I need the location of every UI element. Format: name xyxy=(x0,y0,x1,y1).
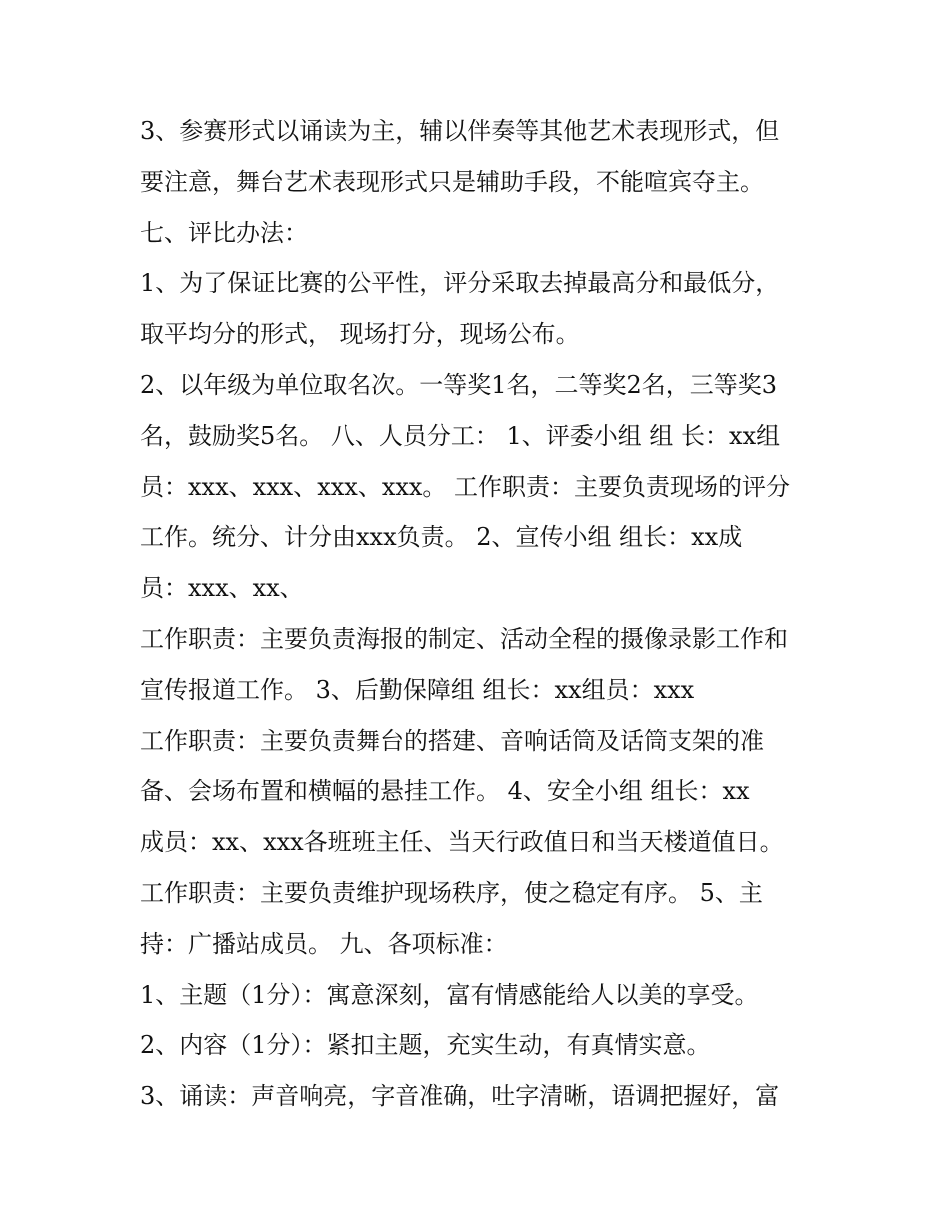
text-line: 名，鼓励奖5名。 八、人员分工： 1、评委小组 组 长：xx组 xyxy=(140,421,781,450)
text-line: 持：广播站成员。 九、各项标准： xyxy=(140,929,508,958)
document-body xyxy=(140,106,830,1122)
text-line: 2、内容（1分）：紧扣主题，充实生动，有真情实意。 xyxy=(140,1031,711,1060)
text-line: 工作职责：主要负责舞台的搭建、音响话筒及话筒支架的准 xyxy=(140,726,764,755)
text-line: 3、参赛形式以诵读为主，辅以伴奏等其他艺术表现形式，但 xyxy=(140,117,780,145)
text-line: 工作。统分、计分由xxx负责。 2、宣传小组 组长：xx成 xyxy=(140,523,743,552)
text-line: 3、诵读：声音响亮，字音准确，吐字清晰，语调把握好，富 xyxy=(140,1082,780,1111)
text-line: 工作职责：主要负责海报的制定、活动全程的摄像录影工作和 xyxy=(140,624,788,653)
text-line: 取平均分的形式， 现场打分，现场公布。 xyxy=(140,320,580,349)
text-line: 工作职责：主要负责维护现场秩序，使之稳定有序。 5、主 xyxy=(140,878,763,907)
text-line: 成员：xx、xxx各班班主任、当天行政值日和当天楼道值日。 xyxy=(140,828,784,857)
text-line: 宣传报道工作。 3、后勤保障组 组长：xx组员：xxx xyxy=(140,675,695,704)
text-line: 员：xxx、xxx、xxx、xxx。 工作职责：主要负责现场的评分 xyxy=(140,472,791,501)
text-line: 员：xxx、xx、 xyxy=(140,574,304,603)
text-line: 要注意，舞台艺术表现形式只是辅助手段，不能喧宾夺主。 xyxy=(140,167,764,196)
text-line: 1、为了保证比赛的公平性，评分采取去掉最高分和最低分， xyxy=(140,269,780,298)
text-line: 1、主题（1分）：寓意深刻，富有情感能给人以美的享受。 xyxy=(140,980,759,1009)
text-line: 备、会场布置和横幅的悬挂工作。 4、安全小组 组长：xx xyxy=(140,777,750,806)
section-heading: 七、评比办法： xyxy=(140,218,308,247)
text-line: 2、以年级为单位取名次。一等奖1名，二等奖2名，三等奖3 xyxy=(140,370,778,399)
